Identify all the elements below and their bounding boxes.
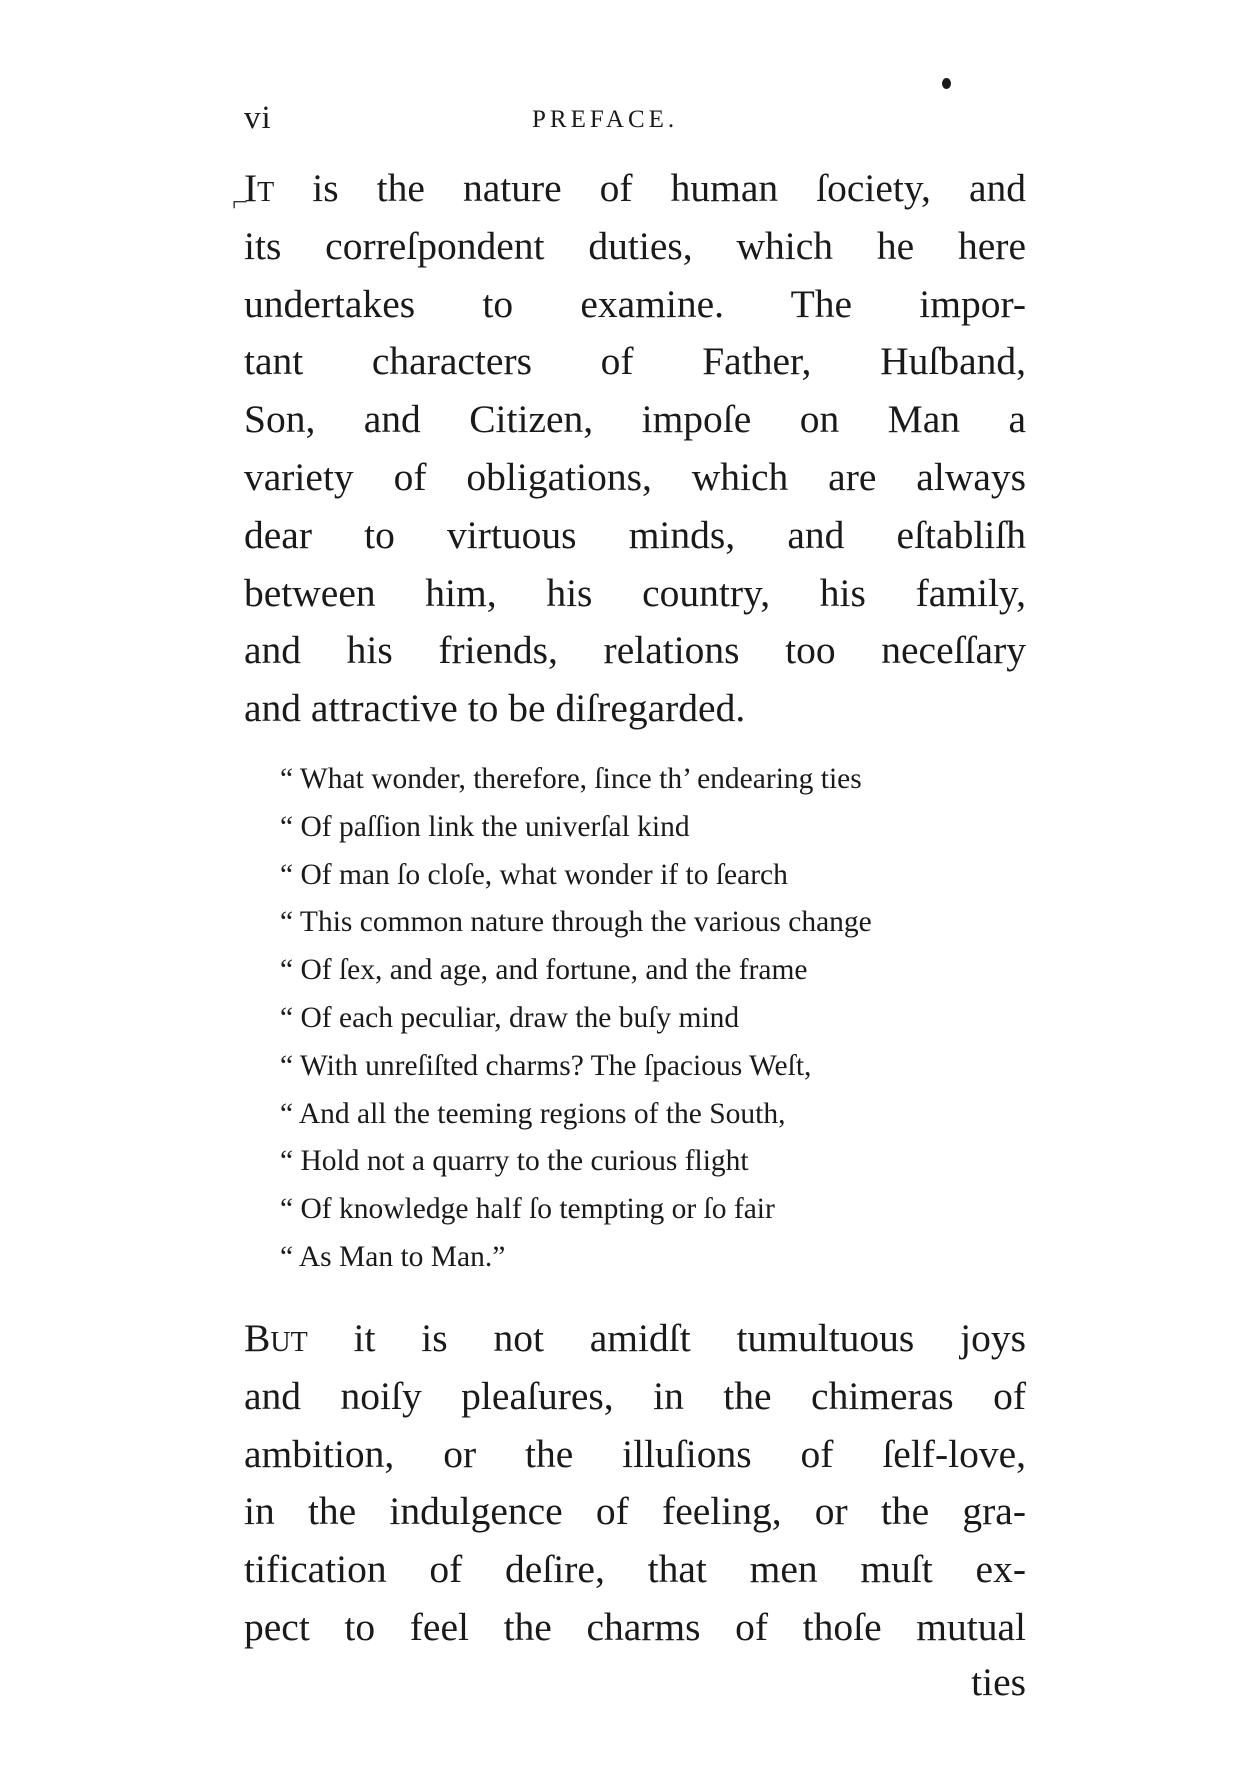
verse-line: “ And all the teeming regions of the South, (280, 1097, 786, 1130)
verse-line: “ Of each peculiar, draw the buſy mind (280, 1001, 740, 1034)
paragraph-lead: But (244, 1316, 308, 1360)
verse-line: “ Of man ſo cloſe, what wonder if to ſearch (280, 858, 788, 891)
verse-line: “ Of ſex, and age, and fortune, and the frame (280, 954, 808, 987)
page-header (244, 100, 1024, 146)
paragraph-line: in the indulgence of feeling, or the gra- (244, 1489, 1026, 1534)
paragraph-line: and his friends, relations too neceſſary (244, 628, 1026, 673)
catchword: ties (971, 1660, 1026, 1704)
paragraph-2 (244, 1310, 1026, 1657)
paragraph-line: Son, and Citizen, impoſe on Man a (244, 397, 1026, 442)
paragraph-lead: It (244, 166, 275, 210)
verse-line: “ What wonder, therefore, ſince th’ endearing ties (280, 763, 862, 795)
margin-mark-icon: ⌐ (232, 187, 248, 218)
paragraph-line: between him, his country, his family, (244, 570, 1026, 615)
paragraph-line: its correſpondent duties, which he here (244, 223, 1026, 268)
verse-line: “ As Man to Man.” (280, 1240, 506, 1273)
ink-dot (942, 78, 951, 89)
verse-quotation (280, 756, 1000, 1282)
paragraph-line: But it is not amidſt tumultuous joys (244, 1316, 1026, 1360)
running-head: PREFACE. (532, 106, 679, 133)
paragraph-line: undertakes to examine. The impor- (244, 281, 1026, 326)
verse-line: “ Of paſſion link the univerſal kind (280, 810, 690, 843)
paragraph-line: and attractive to be diſregarded. (244, 686, 746, 731)
verse-line: “ Of knowledge half ſo tempting or ſo fair (280, 1193, 775, 1226)
verse-line: “ Hold not a quarry to the curious flight (280, 1145, 749, 1178)
paragraph-line: tant characters of Father, Huſband, (244, 339, 1026, 384)
verse-line: “ This common nature through the various change (280, 906, 872, 939)
paragraph-line: tification of deſire, that men muſt ex- (244, 1547, 1026, 1592)
paragraph-line: variety of obligations, which are always (244, 454, 1026, 499)
paragraph-line: dear to virtuous minds, and eſtabliſh (244, 512, 1026, 557)
paragraph-line: and noiſy pleaſures, in the chimeras of (244, 1373, 1026, 1418)
page-number: vi (244, 100, 272, 136)
verse-line: “ With unreſiſted charms? The ſpacious Weſt, (280, 1049, 812, 1082)
paragraph-line: pect to feel the charms of thoſe mutual (244, 1604, 1026, 1649)
paragraph-line: ambition, or the illuſions of ſelf-love, (244, 1431, 1026, 1476)
paragraph-1 (244, 160, 1026, 738)
paragraph-line: It is the nature of human ſociety, and (244, 166, 1026, 210)
